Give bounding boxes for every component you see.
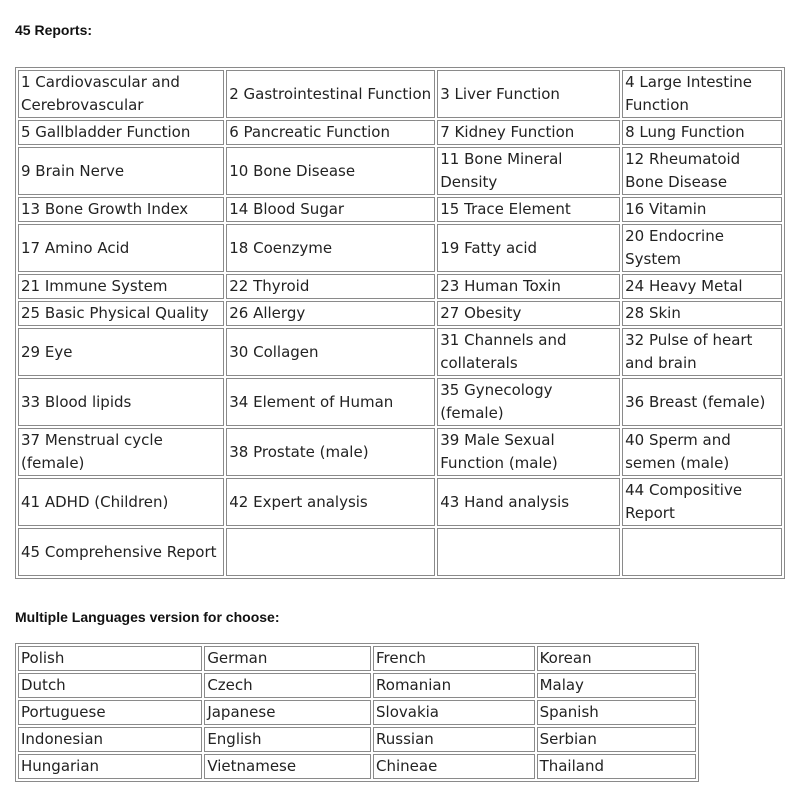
table-cell: 6 Pancreatic Function (226, 120, 435, 145)
table-cell: 19 Fatty acid (437, 224, 620, 272)
table-cell: English (204, 727, 371, 752)
table-cell: 20 Endocrine System (622, 224, 782, 272)
table-cell: Thailand (537, 754, 696, 779)
table-cell: Slovakia (373, 700, 535, 725)
table-cell: 12 Rheumatoid Bone Disease (622, 147, 782, 195)
table-cell (226, 528, 435, 576)
table-cell: 10 Bone Disease (226, 147, 435, 195)
table-cell: Indonesian (18, 727, 202, 752)
table-cell: Romanian (373, 673, 535, 698)
table-cell: 28 Skin (622, 301, 782, 326)
table-row (18, 478, 782, 526)
table-cell (437, 528, 620, 576)
table-cell: Vietnamese (204, 754, 371, 779)
table-cell: 17 Amino Acid (18, 224, 224, 272)
table-cell: Russian (373, 727, 535, 752)
table-cell: 24 Heavy Metal (622, 274, 782, 299)
table-cell: 21 Immune System (18, 274, 224, 299)
table-row (18, 301, 782, 326)
table-cell: Portuguese (18, 700, 202, 725)
table-cell: 2 Gastrointestinal Function (226, 70, 435, 118)
table-row (18, 727, 696, 752)
table-cell: 33 Blood lipids (18, 378, 224, 426)
table-cell: 32 Pulse of heart and brain (622, 328, 782, 376)
table-cell: German (204, 646, 371, 671)
table-row (18, 328, 782, 376)
table-cell: Hungarian (18, 754, 202, 779)
table-row (18, 700, 696, 725)
table-cell: 29 Eye (18, 328, 224, 376)
table-cell: 22 Thyroid (226, 274, 435, 299)
table-cell: Czech (204, 673, 371, 698)
table-row (18, 646, 696, 671)
table-cell: Japanese (204, 700, 371, 725)
table-cell: 41 ADHD (Children) (18, 478, 224, 526)
table-row (18, 197, 782, 222)
table-cell: Dutch (18, 673, 202, 698)
table-cell: 42 Expert analysis (226, 478, 435, 526)
table-cell: 25 Basic Physical Quality (18, 301, 224, 326)
table-row (18, 274, 782, 299)
languages-table (15, 643, 699, 782)
table-row (18, 428, 782, 476)
table-cell: 37 Menstrual cycle (female) (18, 428, 224, 476)
table-cell: 15 Trace Element (437, 197, 620, 222)
table-cell: 26 Allergy (226, 301, 435, 326)
reports-table (15, 67, 785, 579)
table-row (18, 147, 782, 195)
table-cell: 36 Breast (female) (622, 378, 782, 426)
table-cell: 18 Coenzyme (226, 224, 435, 272)
table-row (18, 120, 782, 145)
table-cell: Spanish (537, 700, 696, 725)
table-row (18, 528, 782, 576)
table-cell: 34 Element of Human (226, 378, 435, 426)
table-cell: 27 Obesity (437, 301, 620, 326)
table-cell: 39 Male Sexual Function (male) (437, 428, 620, 476)
table-cell: 43 Hand analysis (437, 478, 620, 526)
table-cell: 3 Liver Function (437, 70, 620, 118)
table-cell: 35 Gynecology (female) (437, 378, 620, 426)
table-cell: 38 Prostate (male) (226, 428, 435, 476)
reports-heading: 45 Reports: (15, 22, 93, 38)
table-cell: 4 Large Intestine Function (622, 70, 782, 118)
table-cell: 44 Compositive Report (622, 478, 782, 526)
table-cell: 16 Vitamin (622, 197, 782, 222)
table-cell: 14 Blood Sugar (226, 197, 435, 222)
table-cell: French (373, 646, 535, 671)
table-row (18, 70, 782, 118)
table-cell: 9 Brain Nerve (18, 147, 224, 195)
table-cell: 40 Sperm and semen (male) (622, 428, 782, 476)
table-cell: Chineae (373, 754, 535, 779)
table-row (18, 754, 696, 779)
table-cell: 30 Collagen (226, 328, 435, 376)
table-cell: Malay (537, 673, 696, 698)
table-row (18, 378, 782, 426)
table-row (18, 224, 782, 272)
table-cell: 23 Human Toxin (437, 274, 620, 299)
table-cell: 7 Kidney Function (437, 120, 620, 145)
table-cell (622, 528, 782, 576)
table-cell: 11 Bone Mineral Density (437, 147, 620, 195)
table-cell: 45 Comprehensive Report (18, 528, 224, 576)
table-cell: 5 Gallbladder Function (18, 120, 224, 145)
table-cell: Polish (18, 646, 202, 671)
table-cell: Serbian (537, 727, 696, 752)
table-row (18, 673, 696, 698)
languages-heading: Multiple Languages version for choose: (15, 609, 280, 625)
table-cell: 13 Bone Growth Index (18, 197, 224, 222)
table-cell: 8 Lung Function (622, 120, 782, 145)
table-cell: 1 Cardiovascular and Cerebrovascular (18, 70, 224, 118)
table-cell: Korean (537, 646, 696, 671)
table-cell: 31 Channels and collaterals (437, 328, 620, 376)
